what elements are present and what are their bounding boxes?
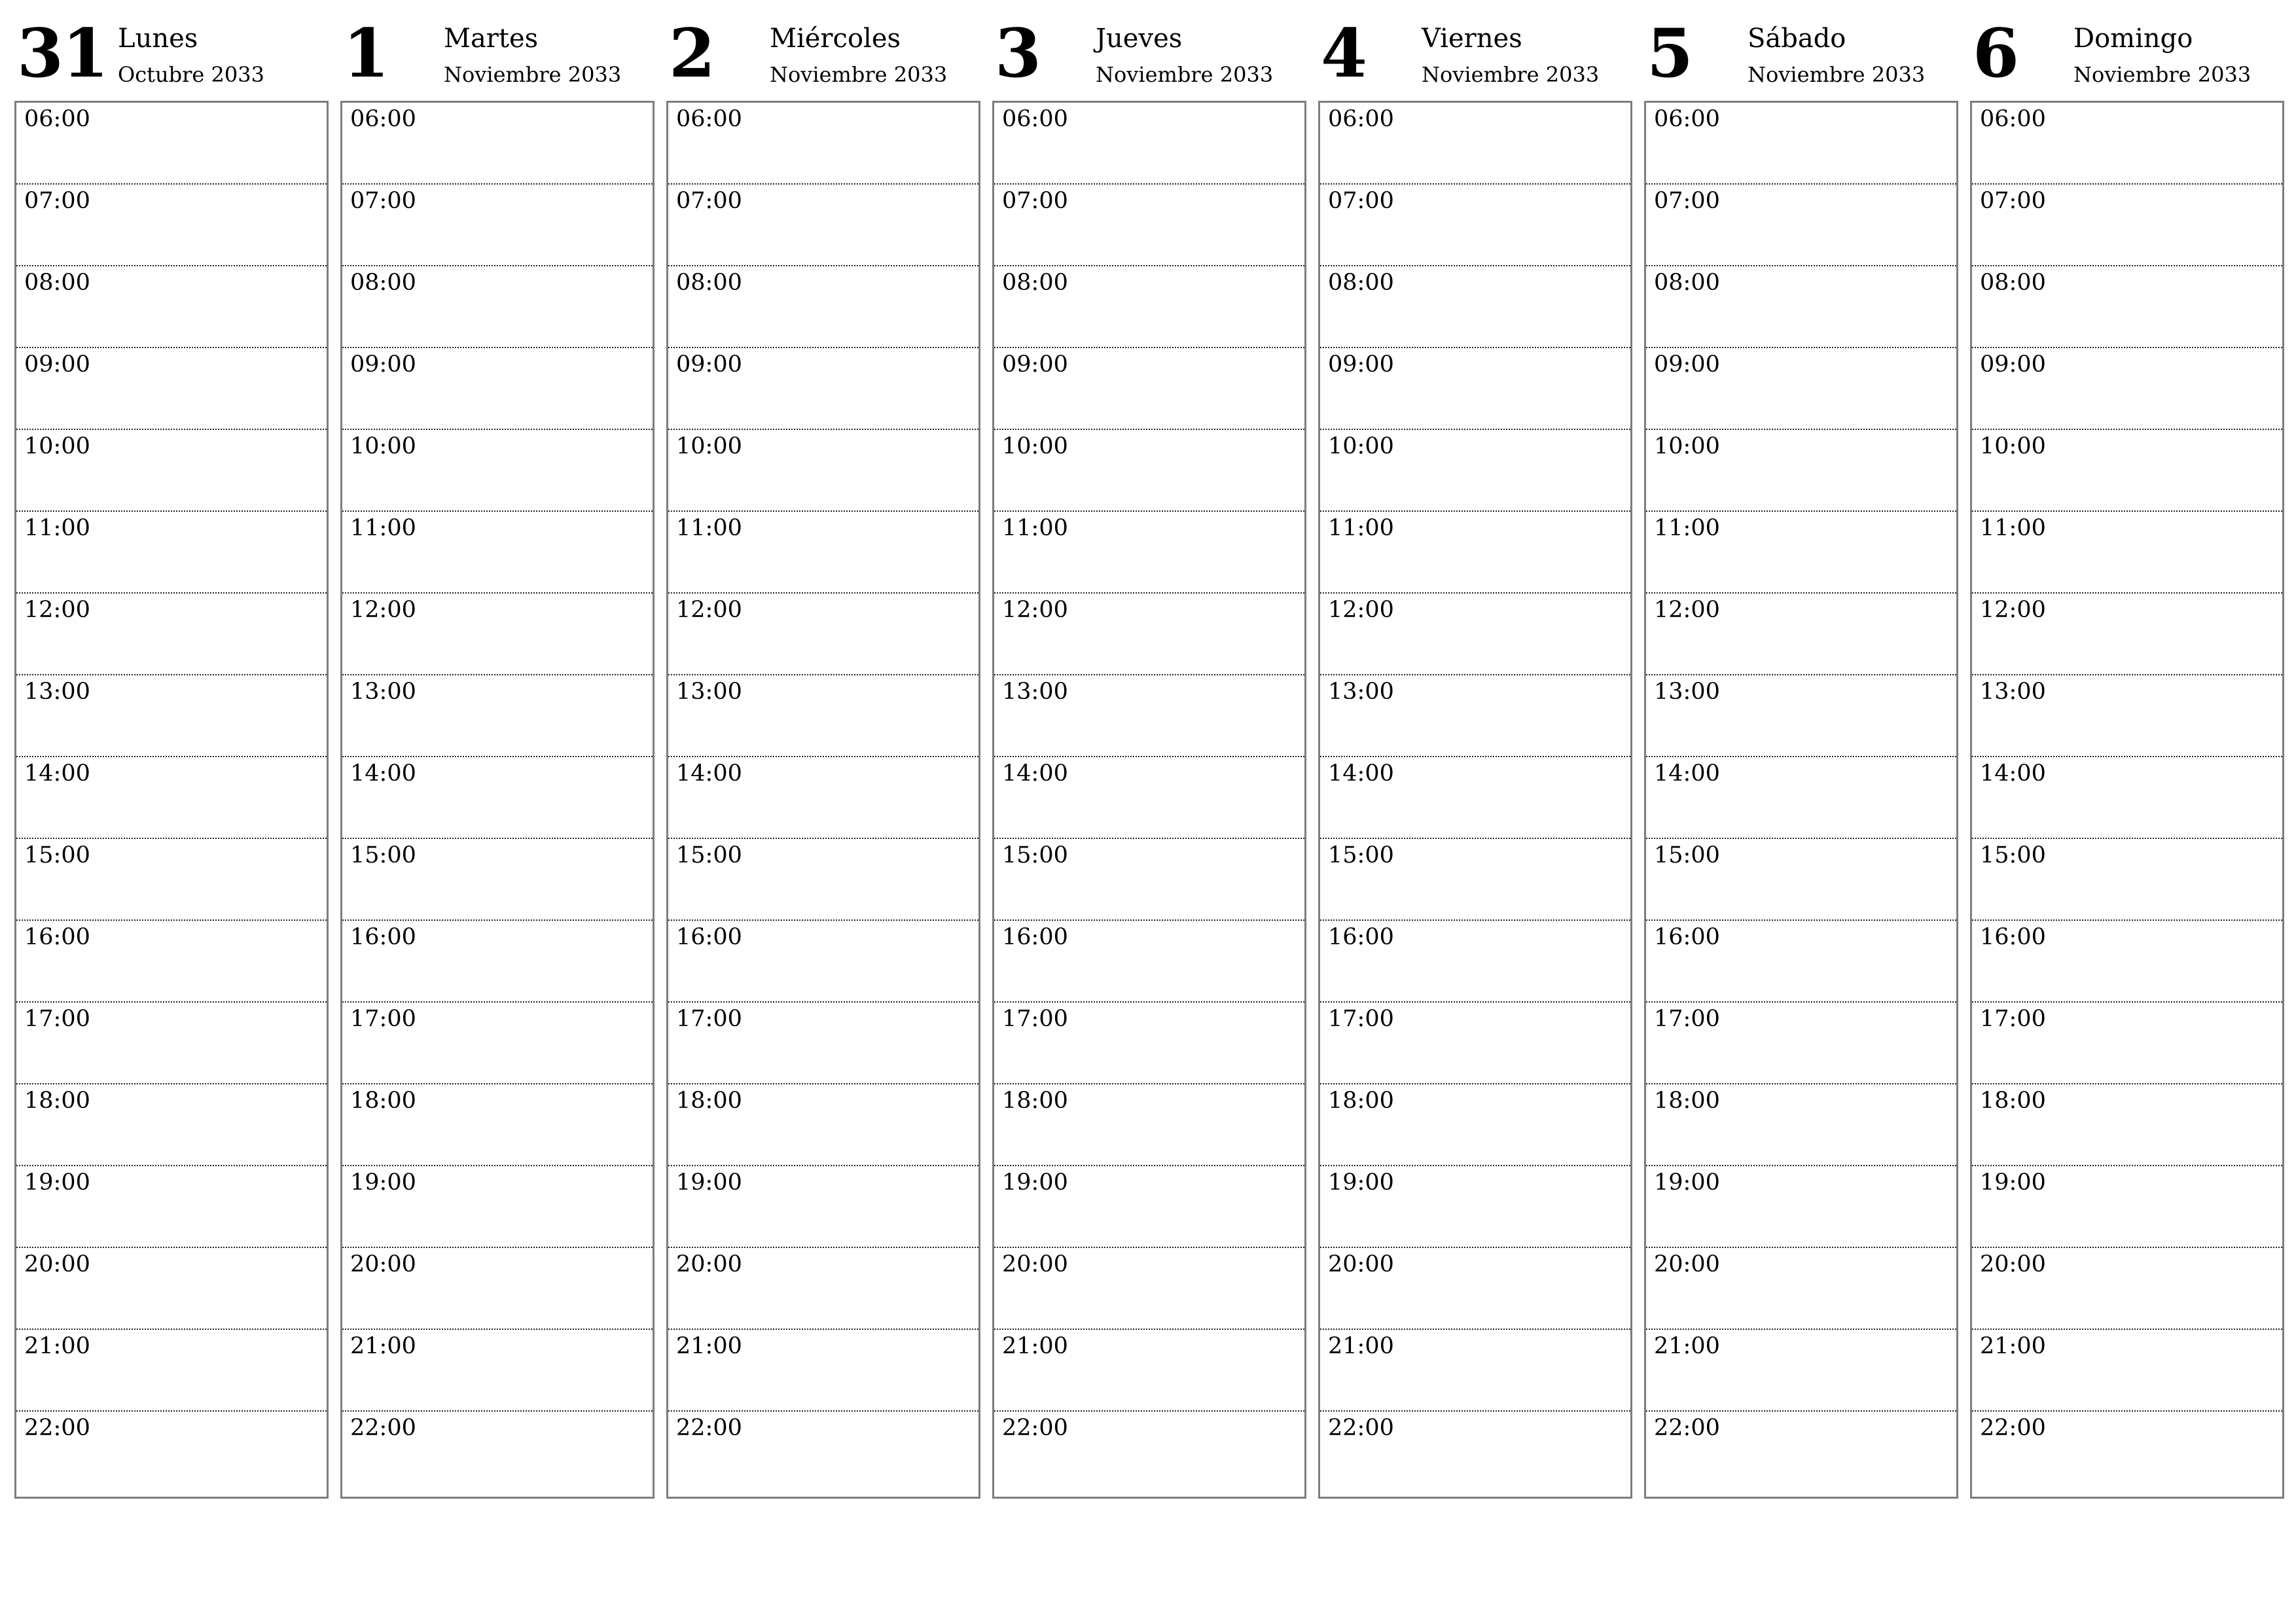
hour-label: 07:00	[24, 188, 90, 214]
hour-slot[interactable]	[1646, 675, 1956, 757]
hour-label: 18:00	[1328, 1088, 1394, 1114]
hour-slot[interactable]	[1320, 348, 1630, 430]
hour-slot[interactable]	[668, 757, 978, 839]
day-number: 1	[343, 14, 388, 93]
day-month-year: Noviembre 2033	[2073, 62, 2251, 87]
hour-label: 17:00	[676, 1006, 742, 1032]
hour-label: 12:00	[1654, 597, 1720, 623]
hour-label: 10:00	[24, 433, 90, 459]
hour-slot[interactable]	[16, 266, 327, 348]
hour-slot[interactable]	[16, 675, 327, 757]
hour-label: 07:00	[1654, 188, 1720, 214]
hour-slot[interactable]	[16, 1330, 327, 1412]
hour-label: 21:00	[1002, 1333, 1068, 1359]
hour-slot[interactable]	[342, 757, 653, 839]
hour-label: 22:00	[676, 1415, 742, 1441]
hour-slot[interactable]	[1972, 1248, 2282, 1330]
hour-label: 20:00	[676, 1251, 742, 1277]
hour-label: 19:00	[1328, 1169, 1394, 1196]
hour-slot[interactable]	[342, 1084, 653, 1166]
hour-label: 09:00	[24, 351, 90, 378]
day-column	[666, 0, 979, 1499]
hour-label: 19:00	[1002, 1169, 1068, 1196]
hour-label: 08:00	[1002, 270, 1068, 296]
hour-label: 21:00	[350, 1333, 416, 1359]
hour-label: 09:00	[1002, 351, 1068, 378]
hour-label: 11:00	[24, 515, 90, 541]
weekly-planner	[14, 0, 2289, 1505]
hour-label: 16:00	[350, 924, 416, 950]
hour-slot[interactable]	[1320, 1248, 1630, 1330]
hour-slot[interactable]	[342, 430, 653, 512]
hour-label: 14:00	[1328, 760, 1394, 787]
hour-slot[interactable]	[1646, 512, 1956, 594]
day-month-year: Noviembre 2033	[1748, 62, 1926, 87]
hour-label: 11:00	[1328, 515, 1394, 541]
hour-label: 14:00	[1002, 760, 1068, 787]
hour-slot[interactable]	[1646, 430, 1956, 512]
hour-label: 19:00	[1654, 1169, 1720, 1196]
hour-slot[interactable]	[16, 839, 327, 921]
hour-label: 15:00	[1328, 842, 1394, 868]
hour-label: 15:00	[676, 842, 742, 868]
hour-label: 09:00	[350, 351, 416, 378]
hour-slot[interactable]	[1320, 839, 1630, 921]
hour-slot[interactable]	[994, 185, 1304, 266]
hour-label: 10:00	[1002, 433, 1068, 459]
hour-label: 06:00	[1654, 106, 1720, 132]
day-header	[992, 0, 1305, 98]
hour-slot[interactable]	[1972, 430, 2282, 512]
hour-slot[interactable]	[342, 1248, 653, 1330]
hour-slot[interactable]	[994, 1166, 1304, 1248]
hour-label: 17:00	[350, 1006, 416, 1032]
hour-slot[interactable]	[1646, 1003, 1956, 1084]
hour-label: 22:00	[1654, 1415, 1720, 1441]
hour-label: 17:00	[1002, 1006, 1068, 1032]
hour-label: 11:00	[1980, 515, 2046, 541]
hour-label: 22:00	[24, 1415, 90, 1441]
hour-slot[interactable]	[16, 757, 327, 839]
day-number: 2	[669, 14, 714, 93]
hour-slot[interactable]	[994, 757, 1304, 839]
hour-slot[interactable]	[1646, 103, 1956, 185]
hour-slot[interactable]	[342, 103, 653, 185]
day-schedule-box	[1318, 101, 1632, 1499]
hour-label: 14:00	[350, 760, 416, 787]
hour-slot[interactable]	[1972, 266, 2282, 348]
hour-label: 19:00	[350, 1169, 416, 1196]
day-header	[14, 0, 327, 98]
hour-slot[interactable]	[994, 921, 1304, 1003]
day-column	[1970, 0, 2283, 1499]
day-number: 6	[1973, 14, 2018, 93]
hour-slot[interactable]	[342, 512, 653, 594]
hour-label: 16:00	[1328, 924, 1394, 950]
hour-label: 13:00	[350, 679, 416, 705]
hour-slot[interactable]	[16, 1003, 327, 1084]
day-month-year: Noviembre 2033	[770, 62, 948, 87]
hour-slot[interactable]	[1972, 1412, 2282, 1497]
hour-slot[interactable]	[1972, 839, 2282, 921]
hour-label: 20:00	[1328, 1251, 1394, 1277]
hour-label: 06:00	[676, 106, 742, 132]
hour-slot[interactable]	[1320, 757, 1630, 839]
day-name: Jueves	[1096, 24, 1183, 54]
hour-slot[interactable]	[668, 921, 978, 1003]
hour-slot[interactable]	[16, 512, 327, 594]
hour-slot[interactable]	[668, 839, 978, 921]
day-header	[340, 0, 653, 98]
hour-slot[interactable]	[1972, 512, 2282, 594]
hour-label: 22:00	[1980, 1415, 2046, 1441]
hour-label: 18:00	[1980, 1088, 2046, 1114]
hour-label: 13:00	[676, 679, 742, 705]
hour-label: 18:00	[676, 1088, 742, 1114]
hour-label: 09:00	[1328, 351, 1394, 378]
hour-label: 12:00	[1980, 597, 2046, 623]
hour-slot[interactable]	[16, 1412, 327, 1497]
hour-label: 15:00	[24, 842, 90, 868]
day-schedule-box	[1970, 101, 2284, 1499]
hour-label: 11:00	[676, 515, 742, 541]
hour-slot[interactable]	[1646, 266, 1956, 348]
hour-slot[interactable]	[994, 1084, 1304, 1166]
hour-label: 21:00	[1328, 1333, 1394, 1359]
hour-slot[interactable]	[668, 185, 978, 266]
hour-label: 18:00	[1002, 1088, 1068, 1114]
hour-label: 11:00	[1002, 515, 1068, 541]
hour-label: 19:00	[1980, 1169, 2046, 1196]
hour-label: 16:00	[676, 924, 742, 950]
hour-label: 07:00	[350, 188, 416, 214]
hour-label: 21:00	[24, 1333, 90, 1359]
day-header	[1318, 0, 1631, 98]
hour-slot[interactable]	[1646, 1412, 1956, 1497]
hour-label: 12:00	[1002, 597, 1068, 623]
hour-label: 18:00	[1654, 1088, 1720, 1114]
hour-slot[interactable]	[16, 103, 327, 185]
hour-label: 15:00	[1654, 842, 1720, 868]
hour-label: 12:00	[350, 597, 416, 623]
hour-slot[interactable]	[16, 1166, 327, 1248]
hour-slot[interactable]	[342, 594, 653, 675]
hour-slot[interactable]	[994, 1412, 1304, 1497]
day-column	[1318, 0, 1631, 1499]
hour-label: 16:00	[1980, 924, 2046, 950]
hour-label: 17:00	[1980, 1006, 2046, 1032]
hour-label: 20:00	[24, 1251, 90, 1277]
hour-slot[interactable]	[1646, 757, 1956, 839]
hour-slot[interactable]	[994, 430, 1304, 512]
hour-slot[interactable]	[16, 348, 327, 430]
day-header	[1644, 0, 1957, 98]
day-name: Lunes	[118, 24, 198, 54]
hour-label: 06:00	[1328, 106, 1394, 132]
hour-label: 15:00	[1002, 842, 1068, 868]
day-column	[14, 0, 327, 1499]
hour-slot[interactable]	[1972, 348, 2282, 430]
hour-label: 09:00	[1980, 351, 2046, 378]
hour-slot[interactable]	[1646, 348, 1956, 430]
hour-slot[interactable]	[342, 1166, 653, 1248]
hour-slot[interactable]	[1320, 1003, 1630, 1084]
hour-label: 12:00	[1328, 597, 1394, 623]
hour-label: 17:00	[1328, 1006, 1394, 1032]
hour-slot[interactable]	[1646, 1330, 1956, 1412]
hour-slot[interactable]	[16, 430, 327, 512]
hour-label: 08:00	[676, 270, 742, 296]
hour-slot[interactable]	[1972, 675, 2282, 757]
hour-label: 20:00	[1002, 1251, 1068, 1277]
hour-slot[interactable]	[1646, 594, 1956, 675]
hour-slot[interactable]	[342, 266, 653, 348]
day-schedule-box	[992, 101, 1306, 1499]
day-number: 31	[17, 14, 107, 93]
hour-label: 14:00	[1980, 760, 2046, 787]
hour-label: 20:00	[1654, 1251, 1720, 1277]
hour-label: 08:00	[1654, 270, 1720, 296]
hour-slot[interactable]	[1320, 1166, 1630, 1248]
hour-label: 10:00	[1980, 433, 2046, 459]
hour-slot[interactable]	[1320, 512, 1630, 594]
hour-slot[interactable]	[994, 1248, 1304, 1330]
day-month-year: Noviembre 2033	[1422, 62, 1600, 87]
day-schedule-box	[14, 101, 329, 1499]
hour-slot[interactable]	[1972, 1330, 2282, 1412]
hour-slot[interactable]	[342, 1330, 653, 1412]
hour-slot[interactable]	[1972, 594, 2282, 675]
hour-label: 20:00	[1980, 1251, 2046, 1277]
hour-label: 22:00	[350, 1415, 416, 1441]
hour-label: 06:00	[350, 106, 416, 132]
hour-slot[interactable]	[994, 1330, 1304, 1412]
day-name: Martes	[444, 24, 539, 54]
hour-slot[interactable]	[1646, 185, 1956, 266]
day-column	[992, 0, 1305, 1499]
hour-label: 12:00	[676, 597, 742, 623]
hour-label: 19:00	[24, 1169, 90, 1196]
day-name: Sábado	[1748, 24, 1846, 54]
hour-label: 07:00	[1328, 188, 1394, 214]
hour-label: 10:00	[676, 433, 742, 459]
hour-slot[interactable]	[1320, 675, 1630, 757]
hour-label: 13:00	[1654, 679, 1720, 705]
hour-slot[interactable]	[994, 1003, 1304, 1084]
hour-label: 17:00	[24, 1006, 90, 1032]
day-number: 5	[1647, 14, 1692, 93]
hour-label: 06:00	[1002, 106, 1068, 132]
hour-slot[interactable]	[668, 103, 978, 185]
day-month-year: Noviembre 2033	[1096, 62, 1274, 87]
hour-slot[interactable]	[668, 512, 978, 594]
hour-slot[interactable]	[668, 266, 978, 348]
hour-label: 11:00	[350, 515, 416, 541]
hour-label: 22:00	[1002, 1415, 1068, 1441]
hour-slot[interactable]	[668, 675, 978, 757]
hour-label: 07:00	[1002, 188, 1068, 214]
hour-label: 06:00	[24, 106, 90, 132]
day-number: 3	[995, 14, 1040, 93]
day-schedule-box	[666, 101, 980, 1499]
hour-slot[interactable]	[1646, 921, 1956, 1003]
hour-label: 20:00	[350, 1251, 416, 1277]
hour-slot[interactable]	[668, 1330, 978, 1412]
hour-slot[interactable]	[994, 512, 1304, 594]
hour-label: 08:00	[350, 270, 416, 296]
hour-label: 14:00	[1654, 760, 1720, 787]
day-header	[1970, 0, 2283, 98]
hour-label: 13:00	[1328, 679, 1394, 705]
hour-slot[interactable]	[1320, 1330, 1630, 1412]
hour-slot[interactable]	[1972, 1084, 2282, 1166]
day-column	[340, 0, 653, 1499]
hour-slot[interactable]	[1320, 266, 1630, 348]
hour-slot[interactable]	[1972, 103, 2282, 185]
day-schedule-box	[1644, 101, 1958, 1499]
hour-label: 06:00	[1980, 106, 2046, 132]
hour-label: 17:00	[1654, 1006, 1720, 1032]
hour-slot[interactable]	[16, 921, 327, 1003]
hour-label: 18:00	[350, 1088, 416, 1114]
hour-label: 15:00	[1980, 842, 2046, 868]
hour-slot[interactable]	[342, 1003, 653, 1084]
hour-slot[interactable]	[1646, 1166, 1956, 1248]
hour-slot[interactable]	[994, 103, 1304, 185]
hour-slot[interactable]	[1320, 1412, 1630, 1497]
hour-label: 16:00	[1654, 924, 1720, 950]
hour-slot[interactable]	[668, 594, 978, 675]
hour-label: 14:00	[676, 760, 742, 787]
hour-slot[interactable]	[668, 348, 978, 430]
hour-label: 08:00	[1328, 270, 1394, 296]
hour-slot[interactable]	[668, 1003, 978, 1084]
day-name: Domingo	[2073, 24, 2193, 54]
day-month-year: Noviembre 2033	[444, 62, 622, 87]
hour-slot[interactable]	[994, 594, 1304, 675]
hour-label: 07:00	[1980, 188, 2046, 214]
hour-slot[interactable]	[1972, 1166, 2282, 1248]
hour-slot[interactable]	[1320, 103, 1630, 185]
hour-label: 12:00	[24, 597, 90, 623]
hour-label: 21:00	[1980, 1333, 2046, 1359]
hour-label: 13:00	[1980, 679, 2046, 705]
hour-slot[interactable]	[342, 839, 653, 921]
hour-slot[interactable]	[16, 594, 327, 675]
hour-label: 16:00	[1002, 924, 1068, 950]
hour-label: 07:00	[676, 188, 742, 214]
hour-slot[interactable]	[668, 430, 978, 512]
day-header	[666, 0, 979, 98]
hour-slot[interactable]	[342, 675, 653, 757]
hour-slot[interactable]	[668, 1166, 978, 1248]
hour-slot[interactable]	[1320, 185, 1630, 266]
hour-slot[interactable]	[1972, 757, 2282, 839]
hour-slot[interactable]	[342, 921, 653, 1003]
hour-slot[interactable]	[1320, 1084, 1630, 1166]
day-name: Viernes	[1422, 24, 1522, 54]
hour-label: 10:00	[1328, 433, 1394, 459]
hour-slot[interactable]	[342, 1412, 653, 1497]
hour-slot[interactable]	[1646, 1084, 1956, 1166]
hour-label: 10:00	[1654, 433, 1720, 459]
hour-label: 10:00	[350, 433, 416, 459]
hour-slot[interactable]	[1320, 430, 1630, 512]
hour-label: 14:00	[24, 760, 90, 787]
hour-slot[interactable]	[994, 675, 1304, 757]
hour-label: 16:00	[24, 924, 90, 950]
hour-slot[interactable]	[1972, 1003, 2282, 1084]
day-month-year: Octubre 2033	[118, 62, 264, 87]
hour-label: 21:00	[676, 1333, 742, 1359]
hour-label: 21:00	[1654, 1333, 1720, 1359]
hour-slot[interactable]	[668, 1412, 978, 1497]
hour-slot[interactable]	[342, 185, 653, 266]
hour-label: 19:00	[676, 1169, 742, 1196]
hour-label: 09:00	[1654, 351, 1720, 378]
day-schedule-box	[340, 101, 655, 1499]
hour-label: 22:00	[1328, 1415, 1394, 1441]
hour-slot[interactable]	[994, 266, 1304, 348]
hour-slot[interactable]	[342, 348, 653, 430]
hour-slot[interactable]	[668, 1248, 978, 1330]
day-number: 4	[1321, 14, 1366, 93]
hour-slot[interactable]	[1320, 594, 1630, 675]
hour-slot[interactable]	[1646, 1248, 1956, 1330]
hour-slot[interactable]	[994, 348, 1304, 430]
hour-slot[interactable]	[1972, 921, 2282, 1003]
hour-slot[interactable]	[994, 839, 1304, 921]
hour-label: 15:00	[350, 842, 416, 868]
hour-slot[interactable]	[16, 1084, 327, 1166]
day-name: Miércoles	[770, 24, 901, 54]
day-column	[1644, 0, 1957, 1499]
hour-slot[interactable]	[668, 1084, 978, 1166]
hour-slot[interactable]	[1972, 185, 2282, 266]
hour-label: 18:00	[24, 1088, 90, 1114]
hour-slot[interactable]	[16, 185, 327, 266]
hour-label: 08:00	[1980, 270, 2046, 296]
hour-label: 08:00	[24, 270, 90, 296]
hour-slot[interactable]	[1646, 839, 1956, 921]
hour-label: 13:00	[24, 679, 90, 705]
hour-slot[interactable]	[1320, 921, 1630, 1003]
hour-slot[interactable]	[16, 1248, 327, 1330]
hour-label: 11:00	[1654, 515, 1720, 541]
hour-label: 13:00	[1002, 679, 1068, 705]
hour-label: 09:00	[676, 351, 742, 378]
